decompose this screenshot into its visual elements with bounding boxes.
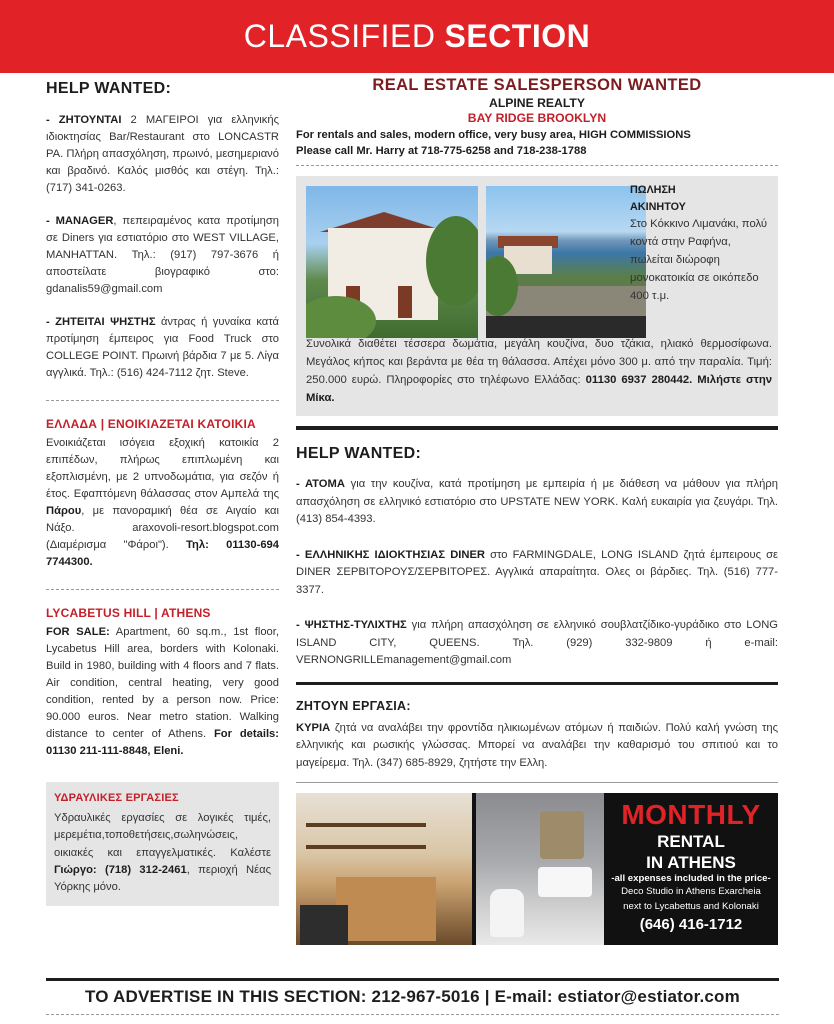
realestate-company: ALPINE REALTY	[489, 96, 585, 110]
lycabetus-ad	[46, 624, 279, 760]
section-banner	[0, 0, 834, 73]
divider	[296, 165, 778, 166]
classified-ad	[296, 617, 778, 669]
ad-text: για την κουζίνα, κατά προτίμηση με εμπειρία ή με διάθεση να μάθουν για πλήρη απασχόληση σε ελληνικό εστιατόριο στο UPSTATE NEW YORK. Καλή ευκαιρία για ζευγάρι. Τηλ. (413) 854-4393.	[296, 478, 778, 526]
ad-lead: ΚΥΡΙΑ	[296, 721, 331, 734]
ad-lead: FOR SALE:	[46, 626, 110, 639]
plumbing-heading: ΥΔΡΑΥΛΙΚΕΣ ΕΡΓΑΣΙΕΣ	[54, 792, 179, 805]
ad-text: στο FARMINGDALE, LONG ISLAND ζητά έμπειρους σε DINER ΣΕΡΒΙΤΟΡΟΥΣ/ΣΕΡΒΙΤΟΡΕΣ. Αγγλικά απαραίτητα. Ολες οι βάρδιες. Τηλ. (516) 777-3377.	[296, 548, 779, 596]
ad-phone: For details: 01130 211-111-8848, Eleni.	[46, 728, 279, 758]
classified-ad	[46, 112, 279, 197]
rental-text	[604, 793, 778, 945]
ad-text: άντρας ή γυναίκα κατά προτίμηση έμπειρος για Food Truck στο COLLEGE POINT. Πρωινή βάρδια 7 με 5. Λίγα αγγλικά. Τηλ.: (516) 424-7112 ζητ. Steve.	[46, 316, 279, 380]
ad-lead: - ΖΗΤΕΙΤΑΙ ΨΗΣΤΗΣ	[46, 316, 156, 329]
kitchen-photo	[296, 793, 472, 945]
ad-phone: Γιώργο: (718) 312-2461	[54, 863, 187, 876]
left-column	[46, 80, 279, 906]
sale-heading: ΠΩΛΗΣΗ	[630, 184, 676, 197]
rental-line: IN ATHENS	[646, 853, 736, 873]
ad-text: Ενοικιάζεται ισόγεια εξοχική κατοικία 2 επιπέδων, πλήρως επιπλωμένη και εξοπλισμένη, με 2 υπνοδωμάτια, για σεζόν ή έτος. Εφαπτόμενη θάλασσας στον Αμπελά της	[46, 437, 279, 501]
ad-text: , πεπειραμένος κατα προτίμηση σε Diners για εστιατόριο στο WEST VILLAGE, MANHATTAN. Τηλ.: (917) 797-3676 ή αποστείλατε βιογραφικό στο: gdanalis59@gmail.com	[46, 215, 279, 296]
greece-rental-ad	[46, 435, 279, 571]
ad-text: Συνολικά διαθέτει τέσσερα δωμάτια, μεγάλη κουζίνα, δυο τζάκια, ηλιακό θερμοσίφωνα. Μεγάλος κήπος και βεράντα με θέα τη θάλασσα. Απέχει μόνο 300 μ. από την παραλία. Τιμή: 250.000 ευρώ. Πληροφορίες στο τηλέφωνο Ελλάδας:	[306, 338, 772, 387]
rental-fine: Deco Studio in Athens Exarcheia	[621, 886, 761, 898]
classified-ad	[46, 213, 279, 298]
sale-side-copy: Στο Κόκκινο Λιμανάκι, πολύ κοντά στην Ραφήνα, πωλείται διώροφη μονοκατοικία σε οικόπεδο 400 τ.μ.	[630, 218, 768, 302]
help-wanted-heading: HELP WANTED:	[296, 445, 422, 463]
lycabetus-heading: LYCABETUS HILL | ATHENS	[46, 606, 211, 621]
rental-fine: -all expenses included in the price-	[611, 873, 771, 885]
seeking-work-heading: ΖΗΤΟΥΝ ΕΡΓΑΣΙΑ:	[296, 698, 411, 713]
right-column	[296, 76, 778, 945]
house-photo	[306, 186, 478, 338]
greece-rental-heading: ΕΛΛΑΔΑ | ΕΝΟΙΚΙΑΖΕΤΑΙ ΚΑΤΟΙΚΙΑ	[46, 417, 256, 432]
sea-view-photo	[486, 186, 646, 338]
property-sale-box	[296, 176, 778, 416]
monthly-rental-ad	[296, 793, 778, 945]
rental-line: RENTAL	[657, 831, 725, 851]
ad-text: Apartment, 60 sq.m., 1st floor, Lycabetus Hill area, borders with Kolonaki. Build in 1980, building with 4 floors and 7 flats. Air condition, central heating, very good condition, rented by a person now. Price: 90.000 euros. Near metro station. Walking distance to center of Athens.	[46, 626, 279, 741]
ad-text: Υδραυλικές εργασίες σε λογικές τιμές, μερεμέτια,τοποθετήσεις,σωληνώσεις, οικιακές και επαγγελματικές. Καλέστε	[54, 812, 271, 859]
realestate-ad	[296, 76, 778, 125]
classified-ad	[296, 476, 778, 528]
bathroom-photo	[476, 793, 604, 945]
realestate-line: Please call Mr. Harry at 718-775-6258 and 718-238-1788	[296, 144, 587, 157]
divider	[296, 782, 778, 783]
footer-bottom-divider	[46, 1014, 779, 1015]
sale-side-text	[630, 176, 770, 305]
divider	[296, 426, 778, 430]
realestate-title: REAL ESTATE SALESPERSON WANTED	[372, 76, 702, 94]
ad-text: 2 ΜΑΓΕΙΡΟΙ για ελληνικής ιδιοκτησίας Bar/Restaurant στο LONCASTR PA. Πλήρη απασχόληση, πρωινό, μεσημεριανό και βραδινό. Καλός μισθός και στέγη. Τηλ.: (717) 341-0263.	[46, 114, 280, 195]
ad-lead: - ΕΛΛΗΝΙΚΗΣ ΙΔΙΟΚΤΗΣΙΑΣ DINER	[296, 548, 486, 561]
help-wanted-heading: HELP WANTED:	[46, 80, 172, 97]
ad-text: για πλήρη απασχόληση σε ελληνικό σουβλατζίδικο-γυράδικο στο LONG ISLAND CITY, QUEENS. Τηλ. (929) 332-9809 ή e-mail: VERNONGRILLEmanagement@gmail.com	[296, 619, 778, 667]
ad-highlight: Πάρου	[46, 505, 82, 518]
divider	[46, 400, 279, 401]
ad-lead: - ΖΗΤΟΥΝΤΑΙ	[46, 114, 122, 126]
rental-fine: next to Lycabettus and Kolonaki	[623, 900, 759, 912]
sale-body-text	[306, 336, 772, 407]
rental-monthly: MONTHLY	[621, 798, 761, 830]
banner-title-light: CLASSIFIED	[243, 18, 436, 54]
rental-phone: (646) 416-1712	[639, 916, 743, 934]
plumbing-box	[46, 782, 279, 905]
ad-text: , περιοχή Νέας Υόρκης μόνο.	[54, 863, 271, 893]
realestate-text	[296, 128, 778, 159]
realestate-line: For rentals and sales, modern office, very busy area, HIGH COMMISSIONS	[296, 129, 691, 141]
ad-text: ζητά να αναλάβει την φροντίδα ηλικιωμένων ατόμων ή παιδιών. Πολύ καλή γνώση της ελληνικής και ρωσικής γλώσσας. Μπορεί να αναλάβει την καθαρισμό του σπιτιού και το μαγείρεμα. Τηλ. (347) 685-8929, ζητήστε την Ελλη.	[296, 721, 778, 769]
ad-phone: 01130 6937 280442. Μιλήστε στην Μίκα.	[306, 374, 772, 404]
plumbing-ad	[54, 810, 271, 895]
classified-ad	[46, 314, 279, 382]
seeking-work-ad	[296, 720, 778, 772]
ad-lead: - MANAGER	[46, 215, 114, 228]
sale-heading: ΑΚΙΝΗΤΟΥ	[630, 201, 686, 214]
divider	[46, 589, 279, 590]
advertise-footer: TO ADVERTISE IN THIS SECTION: 212-967-5016 | E-mail: estiator@estiator.com	[85, 987, 740, 1006]
classified-ad	[296, 547, 778, 599]
realestate-location: BAY RIDGE BROOKLYN	[467, 111, 607, 125]
footer-divider	[46, 978, 779, 981]
ad-lead: - ΑΤΟΜΑ	[296, 478, 345, 491]
ad-lead: - ΨΗΣΤΗΣ-ΤΥΛΙΧΤΗΣ	[296, 619, 407, 632]
divider	[296, 682, 778, 685]
ad-text: , με πανοραμική θέα σε Αιγαίο και Νάξο. araxovoli-resort.blogspot.com (Διαμέρισμα "Φάροι").	[46, 505, 279, 552]
ad-phone: Τηλ: 01130-694 7744300.	[46, 539, 279, 569]
banner-title-bold: SECTION	[444, 18, 591, 54]
